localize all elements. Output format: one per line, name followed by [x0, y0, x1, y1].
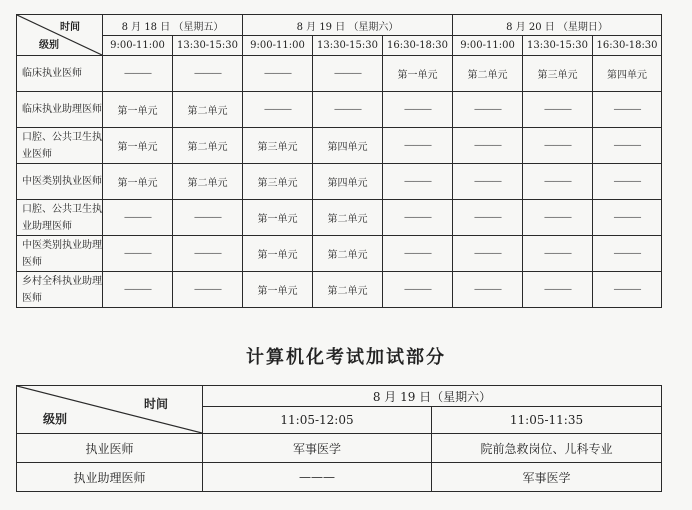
date-header-cell: 8 月 18 日 （星期五） [103, 15, 243, 36]
row-label: 中医类别执业助理医师 [17, 236, 103, 272]
schedule-cell: ——— [173, 200, 243, 236]
schedule-cell: ——— [593, 128, 662, 164]
exam-subject-cell: 军事医学 [203, 434, 432, 463]
computer-exam-table [16, 385, 662, 492]
table-row [17, 200, 662, 236]
schedule-cell: ——— [383, 272, 453, 308]
row-label: 执业医师 [17, 434, 203, 463]
schedule-cell: 第四单元 [313, 164, 383, 200]
corner-level-label: 级别 [39, 40, 59, 51]
schedule-cell: ——— [103, 56, 173, 92]
schedule-cell: 第二单元 [173, 164, 243, 200]
schedule-cell: ——— [453, 272, 523, 308]
schedule-cell: ——— [383, 128, 453, 164]
schedule-cell: ——— [173, 56, 243, 92]
row-label: 口腔、公共卫生执业医师 [17, 128, 103, 164]
schedule-cell: ——— [593, 200, 662, 236]
schedule-cell: ——— [313, 92, 383, 128]
schedule-cell: 第四单元 [593, 56, 662, 92]
corner-time-label: 时间 [60, 22, 80, 33]
time-slot-cell: 9:00-11:00 [453, 36, 523, 56]
date-header-row [17, 15, 662, 36]
time-slot-cell: 11:05-11:35 [432, 407, 662, 434]
schedule-cell: 第三单元 [243, 128, 313, 164]
schedule-cell: 第一单元 [243, 236, 313, 272]
time-slot-cell: 13:30-15:30 [173, 36, 243, 56]
schedule-cell: ——— [453, 92, 523, 128]
time-slot-cell: 9:00-11:00 [243, 36, 313, 56]
schedule-cell: ——— [173, 272, 243, 308]
table-row [17, 56, 662, 92]
schedule-cell: 第四单元 [313, 128, 383, 164]
schedule-cell: ——— [593, 92, 662, 128]
schedule-cell: ——— [103, 272, 173, 308]
date-header-cell: 8 月 20 日 （星期日） [453, 15, 662, 36]
row-label: 执业助理医师 [17, 463, 203, 492]
exam-subject-cell: 军事医学 [432, 463, 662, 492]
section-title: 计算机化考试加试部分 [246, 347, 446, 368]
schedule-cell: ——— [243, 92, 313, 128]
row-label: 口腔、公共卫生执业助理医师 [17, 200, 103, 236]
schedule-cell: 第一单元 [103, 92, 173, 128]
schedule-cell: 第二单元 [313, 272, 383, 308]
time-slot-cell: 13:30-15:30 [313, 36, 383, 56]
date-header-cell: 8 月 19 日 （星期六） [243, 15, 453, 36]
schedule-cell: 第一单元 [103, 164, 173, 200]
exam-schedule-table [16, 14, 662, 308]
corner-level-label: 级别 [43, 412, 68, 426]
table-row [17, 463, 662, 492]
schedule-cell: 第二单元 [173, 128, 243, 164]
schedule-cell: 第一单元 [243, 200, 313, 236]
exam-subject-cell: 院前急救岗位、儿科专业 [432, 434, 662, 463]
schedule-cell: 第二单元 [313, 200, 383, 236]
row-label: 乡村全科执业助理医师 [17, 272, 103, 308]
schedule-cell: ——— [453, 164, 523, 200]
schedule-cell: ——— [523, 128, 593, 164]
time-slot-cell: 11:05-12:05 [203, 407, 432, 434]
table-row [17, 92, 662, 128]
schedule-cell: ——— [103, 236, 173, 272]
schedule-cell: 第二单元 [453, 56, 523, 92]
corner-header-cell [17, 15, 103, 56]
schedule-cell: 第三单元 [243, 164, 313, 200]
schedule-cell: ——— [453, 128, 523, 164]
schedule-cell: ——— [383, 164, 453, 200]
row-label: 临床执业助理医师 [17, 92, 103, 128]
schedule-cell: ——— [383, 200, 453, 236]
schedule-cell: 第三单元 [523, 56, 593, 92]
schedule-cell: ——— [593, 236, 662, 272]
schedule-cell: ——— [523, 164, 593, 200]
schedule-cell: ——— [593, 272, 662, 308]
table-row [17, 434, 662, 463]
schedule-cell: ——— [103, 200, 173, 236]
time-slot-cell: 13:30-15:30 [523, 36, 593, 56]
schedule-cell: ——— [523, 92, 593, 128]
schedule-cell: ——— [523, 236, 593, 272]
table-row [17, 164, 662, 200]
table-row [17, 272, 662, 308]
time-slot-cell: 9:00-11:00 [103, 36, 173, 56]
time-slot-cell: 16:30-18:30 [593, 36, 662, 56]
schedule-cell: ——— [593, 164, 662, 200]
schedule-cell: ——— [243, 56, 313, 92]
schedule-cell: ——— [383, 236, 453, 272]
schedule-cell: ——— [453, 200, 523, 236]
computer-date-header-row [17, 386, 662, 407]
schedule-cell: ——— [173, 236, 243, 272]
schedule-cell: 第二单元 [173, 92, 243, 128]
schedule-cell: ——— [523, 272, 593, 308]
table-row [17, 128, 662, 164]
schedule-cell: ——— [523, 200, 593, 236]
exam-subject-cell: ——— [203, 463, 432, 492]
time-slot-cell: 16:30-18:30 [383, 36, 453, 56]
date-header-cell: 8 月 19 日（星期六） [203, 386, 662, 407]
schedule-cell: ——— [313, 56, 383, 92]
schedule-cell: ——— [453, 236, 523, 272]
row-label: 中医类别执业医师 [17, 164, 103, 200]
schedule-cell: 第二单元 [313, 236, 383, 272]
corner-time-label: 时间 [143, 397, 168, 411]
time-slot-header-row [17, 36, 662, 56]
table-row [17, 236, 662, 272]
schedule-cell: 第一单元 [243, 272, 313, 308]
schedule-cell: 第一单元 [103, 128, 173, 164]
row-label: 临床执业医师 [17, 56, 103, 92]
corner-header-cell [17, 386, 203, 434]
schedule-cell: 第一单元 [383, 56, 453, 92]
schedule-cell: ——— [383, 92, 453, 128]
